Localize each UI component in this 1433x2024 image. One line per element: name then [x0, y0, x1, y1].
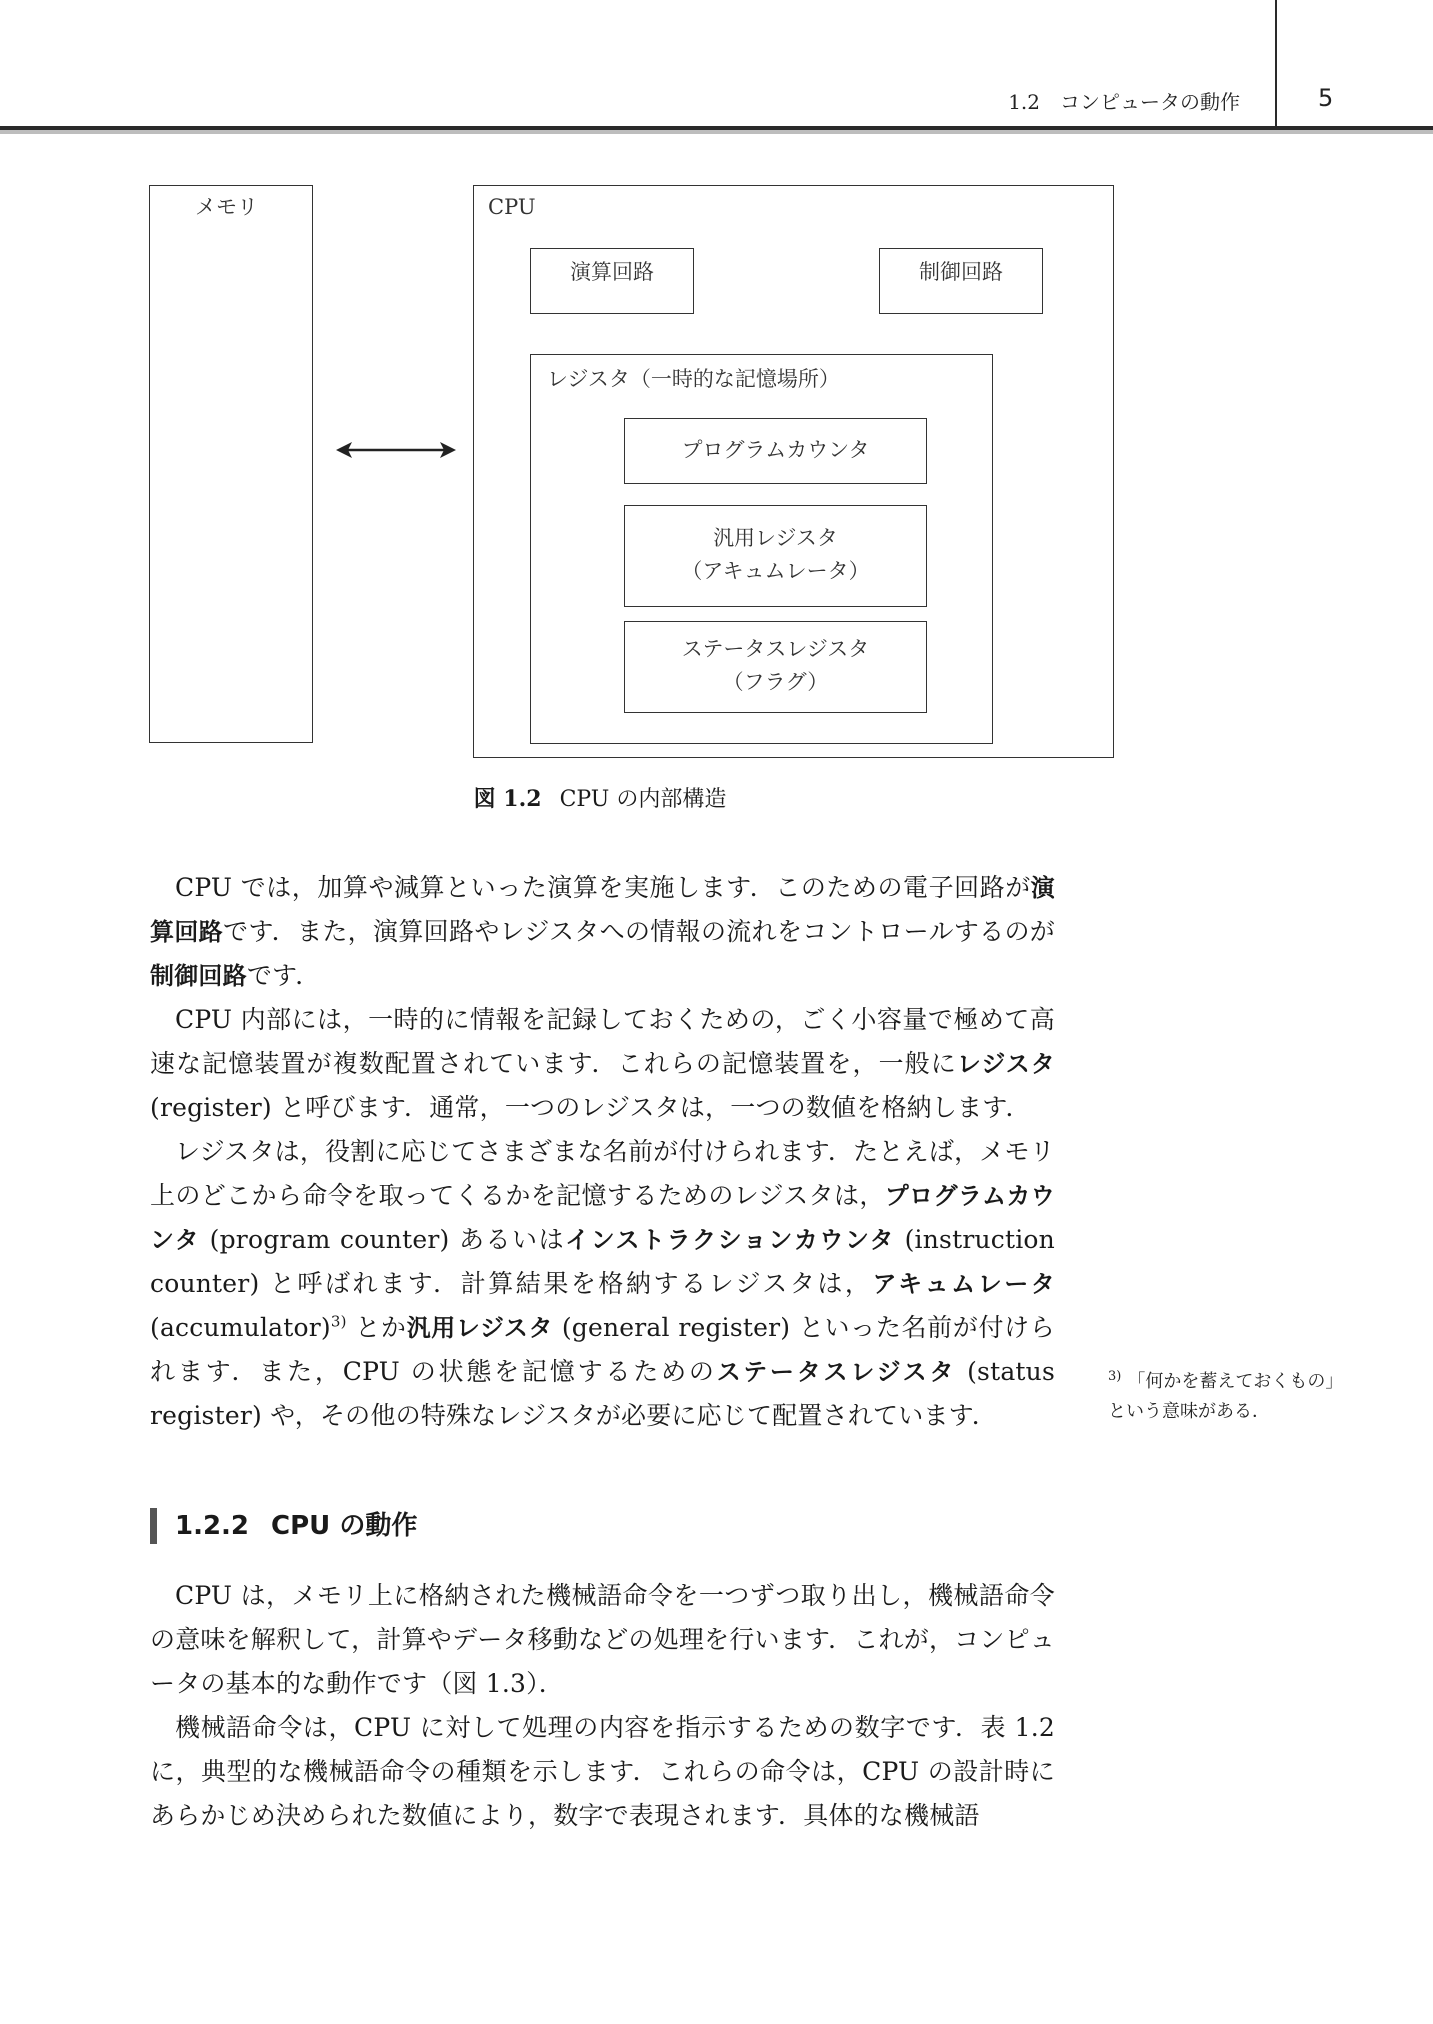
memory-label: メモリ — [195, 195, 258, 219]
text-run: CPU では，加算や減算といった演算を実施します．このための電子回路が — [175, 873, 1031, 902]
control-unit-label: 制御回路 — [919, 260, 1003, 284]
sidenote — [1108, 1362, 1348, 1427]
program-counter-box — [624, 418, 927, 484]
paragraph-3 — [150, 1130, 1055, 1438]
bidirectional-arrow-icon — [336, 436, 456, 464]
text-run: (status register) や，その他の特殊なレジスタが必要に応じて配置されています． — [150, 1357, 1056, 1430]
text-run: とか — [346, 1313, 407, 1342]
body-text-upper — [150, 866, 1055, 1438]
footnote-ref: 3) — [330, 1312, 347, 1331]
paragraph-1 — [150, 866, 1055, 998]
text-run: (general register) といった名前が付けられます．また，CPU の状態を記憶するための — [150, 1313, 1055, 1386]
sidenote-text: 「何かを蓄えておくもの」という意味がある． — [1108, 1371, 1344, 1422]
control-unit-box — [879, 248, 1043, 314]
text-run: CPU 内部には，一時的に情報を記録しておくための，ごく小容量で極めて高速な記憶装置が複数配置されています．これらの記憶装置を，一般に — [150, 1005, 1055, 1078]
status-register-label-line2: （フラグ） — [722, 670, 829, 694]
paragraph-2 — [150, 998, 1055, 1130]
term-register: レジスタ — [956, 1050, 1055, 1078]
memory-box — [149, 185, 313, 743]
section-number: 1.2.2 — [175, 1511, 250, 1541]
term-accumulator: アキュムレータ — [872, 1270, 1055, 1298]
section-heading — [150, 1508, 417, 1544]
figure-caption — [300, 782, 900, 813]
page-number: 5 — [1318, 84, 1334, 112]
figure-caption-text: CPU の内部構造 — [559, 787, 727, 812]
cpu-label: CPU — [488, 195, 536, 219]
header-divider — [1275, 0, 1277, 128]
text-run: です．また，演算回路やレジスタへの情報の流れをコントロールするのが — [223, 917, 1055, 946]
general-register-box — [624, 505, 927, 607]
term-status-register: ステータスレジスタ — [716, 1358, 957, 1386]
status-register-label-line1: ステータスレジスタ — [681, 637, 870, 661]
paragraph-4: CPU は，メモリ上に格納された機械語命令を一つずつ取り出し，機械語命令の意味を解釈して，計算やデータ移動などの処理を行います．これが，コンピュータの基本的な動作です（図 1.3）． — [150, 1581, 1055, 1698]
register-group-label: レジスタ（一時的な記憶場所） — [547, 367, 840, 391]
section-title: CPU の動作 — [271, 1511, 418, 1541]
text-run: (register) と呼びます．通常，一つのレジスタは，一つの数値を格納します． — [150, 1093, 1031, 1122]
general-register-label-line1: 汎用レジスタ — [713, 526, 838, 550]
text-run: (accumulator) — [150, 1313, 331, 1342]
paragraph-5: 機械語命令は，CPU に対して処理の内容を指示するための数字です．表 1.2 に，典型的な機械語命令の種類を示します．これらの命令は，CPU の設計時にあらかじめ決められた数値により，数字で表現されます．具体的な機械語 — [150, 1713, 1055, 1830]
alu-box — [530, 248, 694, 314]
sidenote-mark: 3) — [1108, 1369, 1122, 1384]
text-run: レジスタは，役割に応じてさまざまな名前が付けられます．たとえば，メモリ上のどこから命令を取ってくるかを記憶するためのレジスタは， — [150, 1137, 1055, 1210]
status-register-box — [624, 621, 927, 713]
term-general-register: 汎用レジスタ — [406, 1314, 554, 1342]
header-rule — [0, 126, 1433, 134]
term-alu: 演算回路 — [150, 874, 1055, 946]
text-run: です． — [246, 961, 321, 990]
text-run: (program counter) あるいは — [200, 1225, 566, 1254]
term-control-unit: 制御回路 — [150, 962, 247, 990]
general-register-label-line2: （アキュムレータ） — [681, 559, 870, 583]
term-program-counter: プログラムカウンタ — [150, 1182, 1055, 1254]
text-run: (instruction counter) と呼ばれます．計算結果を格納するレジスタは， — [150, 1225, 1055, 1298]
body-text-lower — [150, 1574, 1055, 1838]
running-head: 1.2 コンピュータの動作 — [1008, 90, 1240, 114]
program-counter-label: プログラムカウンタ — [681, 438, 870, 462]
term-instruction-counter: インストラクションカウンタ — [565, 1226, 896, 1254]
figure-caption-number: 図 1.2 — [473, 786, 542, 812]
alu-label: 演算回路 — [570, 260, 654, 284]
